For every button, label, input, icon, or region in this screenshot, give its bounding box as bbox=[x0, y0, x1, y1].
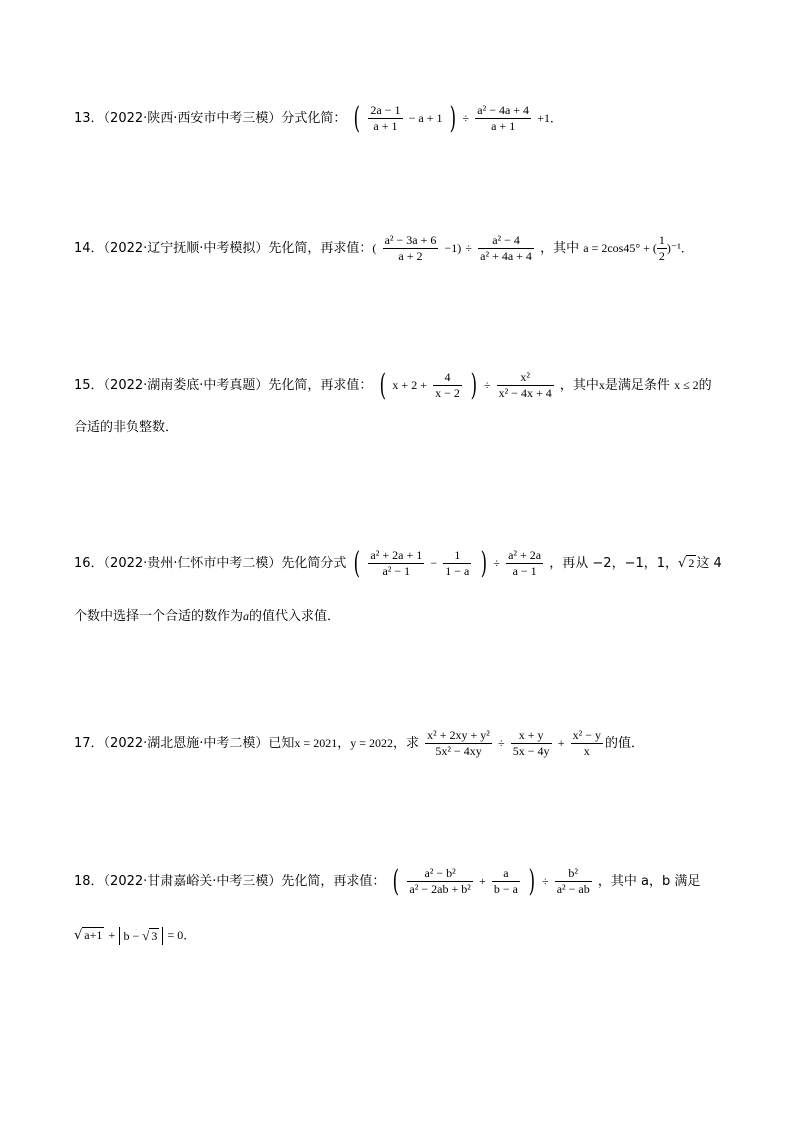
problem-source: （2022·陕西·西安市中考三模） bbox=[103, 111, 282, 126]
paren-close: ) bbox=[528, 863, 536, 899]
fraction: $\frac{\text{x²}}{\text{x² − 4x + 4}}$ bbox=[498, 370, 552, 400]
problem-instruction: 先化简分式 bbox=[281, 556, 347, 571]
problem-instruction: 分式化简： bbox=[281, 111, 347, 126]
problem-number: 18． bbox=[74, 874, 104, 889]
problem-instruction: 先化简，再求值： bbox=[268, 378, 373, 393]
problem-source: （2022·湖北恩施·中考二模） bbox=[103, 736, 269, 751]
problem-number: 14． bbox=[74, 241, 104, 256]
problem-15: 15．（2022·湖南娄底·中考真题）先化简，再求值： ( x + 2 + $\frac{4}{x - 2}$ ) ÷ $\frac{\text{x²}}{\text{x² − 4x + 4}}$ ，其中x是满足条件 x ≤ 2的 bbox=[74, 367, 712, 403]
paren-open: ( bbox=[353, 545, 360, 581]
fraction: $\frac{\text{x² + 2xy + y²}}{\text{5x² − 4xy}}$ bbox=[427, 728, 490, 758]
problem-16-line2: 个数中选择一个合适的数作为a的值代入求值． bbox=[74, 609, 341, 624]
problem-number: 17． bbox=[74, 736, 104, 751]
sqrt-sign: √ bbox=[74, 928, 83, 943]
absolute-value: b − √ 3 bbox=[119, 927, 163, 945]
problem-16: 16．（2022·贵州·仁怀市中考二模）先化简分式 ( $\frac{\text{a² + 2a + 1}}{\text{a² − 1}}$ − $\frac{1}{1 - a}$ ) ÷ $\frac{\text{a² + 2a}}{a - 1}$ ，再从 −2，−1，1，√ 2 这 4 bbox=[74, 545, 722, 581]
sqrt-sign: √ bbox=[678, 556, 687, 571]
problem-source: （2022·辽宁抚顺·中考模拟） bbox=[103, 241, 269, 256]
problem-source: （2022·湖南娄底·中考真题） bbox=[103, 378, 269, 393]
fraction: $\frac{1}{2}$ bbox=[658, 233, 665, 263]
paren-open: ( bbox=[353, 100, 360, 136]
fraction: $\frac{\text{a² − 4}}{\text{a² + 4a + 4}}$ bbox=[480, 233, 532, 263]
problem-number: 13． bbox=[74, 111, 104, 126]
problem-instruction: 先化简，再求值： bbox=[281, 874, 386, 889]
problem-source: （2022·甘肃嘉峪关·中考三模） bbox=[103, 874, 282, 889]
fraction: $\frac{4}{x - 2}$ bbox=[435, 370, 460, 400]
paren-open: ( bbox=[379, 367, 386, 403]
fraction: $\frac{x + y}{5x - 4y}$ bbox=[512, 728, 550, 758]
problem-number: 15． bbox=[74, 378, 104, 393]
fraction: $\frac{\text{a² + 2a + 1}}{\text{a² − 1}}$ bbox=[370, 548, 423, 578]
problem-13: 13．（2022·陕西·西安市中考三模）分式化简： ( $\frac{2a - 1}{a + 1}$ − a + 1 ) ÷ $\frac{\text{a² − 4a + 4}}{a + 1}$ +1． bbox=[74, 100, 562, 136]
fraction: $\frac{1}{1 - a}$ bbox=[445, 548, 470, 578]
fraction: $\frac{\text{a² − b²}}{\text{a² − 2ab + b²}}$ bbox=[409, 866, 471, 896]
problem-source: （2022·贵州·仁怀市中考二模） bbox=[103, 556, 282, 571]
fraction: $\frac{\text{a² − 4a + 4}}{a + 1}$ bbox=[477, 103, 530, 133]
paren-close: ) bbox=[470, 367, 478, 403]
fraction: $\frac{\text{a² + 2a}}{a - 1}$ bbox=[508, 548, 542, 578]
fraction: $\frac{\text{b²}}{\text{a² − ab}}$ bbox=[556, 866, 590, 896]
problem-instruction: 先化简，再求值： bbox=[268, 241, 373, 256]
problem-number: 16． bbox=[74, 556, 104, 571]
problem-instruction: 已知 bbox=[268, 736, 295, 751]
paren-close: ) bbox=[480, 545, 487, 581]
paren-open: ( bbox=[392, 863, 399, 899]
fraction: $\frac{a}{b - a}$ bbox=[493, 866, 518, 896]
fraction: $\frac{\text{x² − y}}{x}$ bbox=[572, 728, 601, 758]
problem-14: 14．（2022·辽宁抚顺·中考模拟）先化简，再求值：( $\frac{\text{a² − 3a + 6}}{a + 2}$ −1) ÷ $\frac{\text{a² − 4}}{\text{a² + 4a + 4}}$ ，其中 a = 2cos45° + ( $\frac{1}{2}$ )⁻¹． bbox=[74, 233, 693, 263]
problem-17: 17．（2022·湖北恩施·中考二模）已知x = 2021，y = 2022，求 $\frac{\text{x² + 2xy + y²}}{\text{5x² − 4xy}}$ ÷ $\frac{x + y}{5x - 4y}$ + $\frac{\text{x² − y}}{x}$ 的值． bbox=[74, 728, 644, 758]
fraction: $\frac{\text{a² − 3a + 6}}{a + 2}$ bbox=[384, 233, 437, 263]
problem-18-line2: √ a+1 + b − √ 3 = 0． bbox=[74, 927, 196, 943]
fraction: $\frac{2a - 1}{a + 1}$ bbox=[370, 103, 401, 133]
paren-close: ) bbox=[449, 100, 456, 136]
problem-15-line2: 合适的非负整数． bbox=[74, 420, 179, 435]
problem-18: 18．（2022·甘肃嘉峪关·中考三模）先化简，再求值： ( $\frac{\text{a² − b²}}{\text{a² − 2ab + b²}}$ + $\frac{a}{b - a}$ ) ÷ $\frac{\text{b²}}{\text{a² − ab}}$ ，其中 a，b 满足 bbox=[74, 863, 701, 899]
